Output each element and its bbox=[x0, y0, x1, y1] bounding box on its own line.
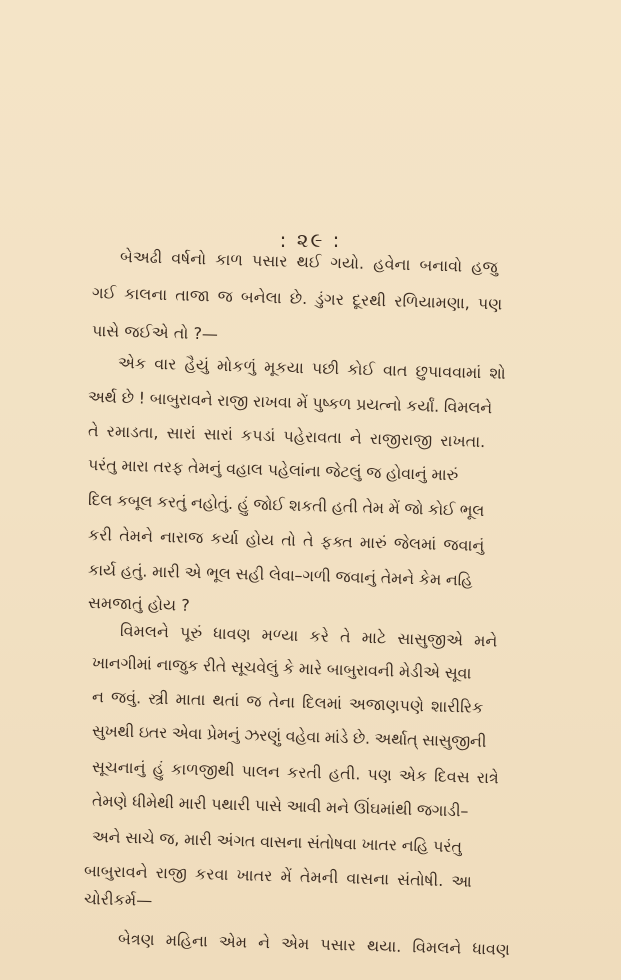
text-line: બેઅઢી વર્ષનો કાળ પસાર થઈ ગયો. હવેના બનાવો હજુ bbox=[119, 247, 498, 277]
text-line: વિમલને પૂરું ધાવણ મળ્યા કરે તે માટે સાસુજીએ મને bbox=[119, 621, 498, 651]
text-line: અર્થ છે ! બાબુરાવને રાજી રાખવા મેં પુષ્કળ પ્રયત્નો કર્યાં. વિમલને bbox=[87, 387, 493, 418]
text-line: સુખથી ઇતર એવા પ્રેમનું ઝરણું વહેવા માંડે છે. અર્થાત્ સાસુજીની bbox=[91, 721, 487, 752]
text-line: દિલ કબૂલ કરતું નહોતું. હું જોઈ શકતી હતી તેમ મેં જો કોઈ ભૂલ bbox=[87, 490, 485, 521]
text-line: સૂચનાનું હું કાળજીથી પાલન કરતી હતી. પણ એક દિવસ રાત્રે bbox=[91, 757, 500, 788]
text-line: તેમણે ધીમેથી મારી પથારી પાસે આવી મને ઊંઘમાંથી જગાડી– bbox=[91, 791, 469, 821]
page-number: : ૨૯ : bbox=[279, 228, 342, 252]
text-line: બેત્રણ મહિના એમ ને એમ પસાર થયા. વિમલને ધાવણ bbox=[117, 929, 511, 959]
text-line: પરંતુ મારા તરફ તેમનું વહાલ પહેલાંના જેટલું જ હોવાનું મારું bbox=[87, 455, 459, 485]
body-text bbox=[0, 248, 621, 968]
text-line: ગઈ કાલના તાજા જ બનેલા છે. ડુંગર દૂરથી રળિયામણા, પણ bbox=[91, 283, 503, 314]
text-line: એક વાર હૈયું મોકળું મૂકયા પછી કોઈ વાત છુપાવવામાં શો bbox=[117, 353, 506, 383]
text-line: કાર્ય હતું. મારી એ ભૂલ સહી લેવા–ગળી જવાનું તેમને કેમ નહિ bbox=[87, 560, 473, 590]
text-line: પાસે જઈએ તો ?— bbox=[91, 321, 219, 344]
text-line: ખાનગીમાં નાજુક રીતે સૂચવેલું કે મારે બાબુરાવની મેડીએ સૂવા bbox=[91, 653, 472, 683]
text-line: અને સાચે જ, મારી અંગત વાસના સંતોષવા ખાતર નહિ પરંતુ bbox=[91, 827, 463, 857]
text-line: તે રમાડતા, સારાં સારાં કપડાં પહેરાવતા ને રાજીરાજી રાખતા. bbox=[87, 421, 486, 452]
text-line: કરી તેમને નારાજ કર્યા હોય તો તે ફક્ત મારું જેલમાં જવાનું bbox=[87, 525, 485, 556]
text-line: ચોરીકર્મ— bbox=[83, 889, 153, 910]
text-line: સમજાતું હોય ? bbox=[87, 593, 191, 615]
text-line: બાબુરાવને રાજી કરવા ખાતર મેં તેમની વાસના સંતોષી. આ bbox=[83, 861, 473, 891]
text-line: ન જવું. સ્ત્રી માતા થતાં જ તેના દિલમાં અજાણપણે શારીરિક bbox=[91, 687, 484, 717]
